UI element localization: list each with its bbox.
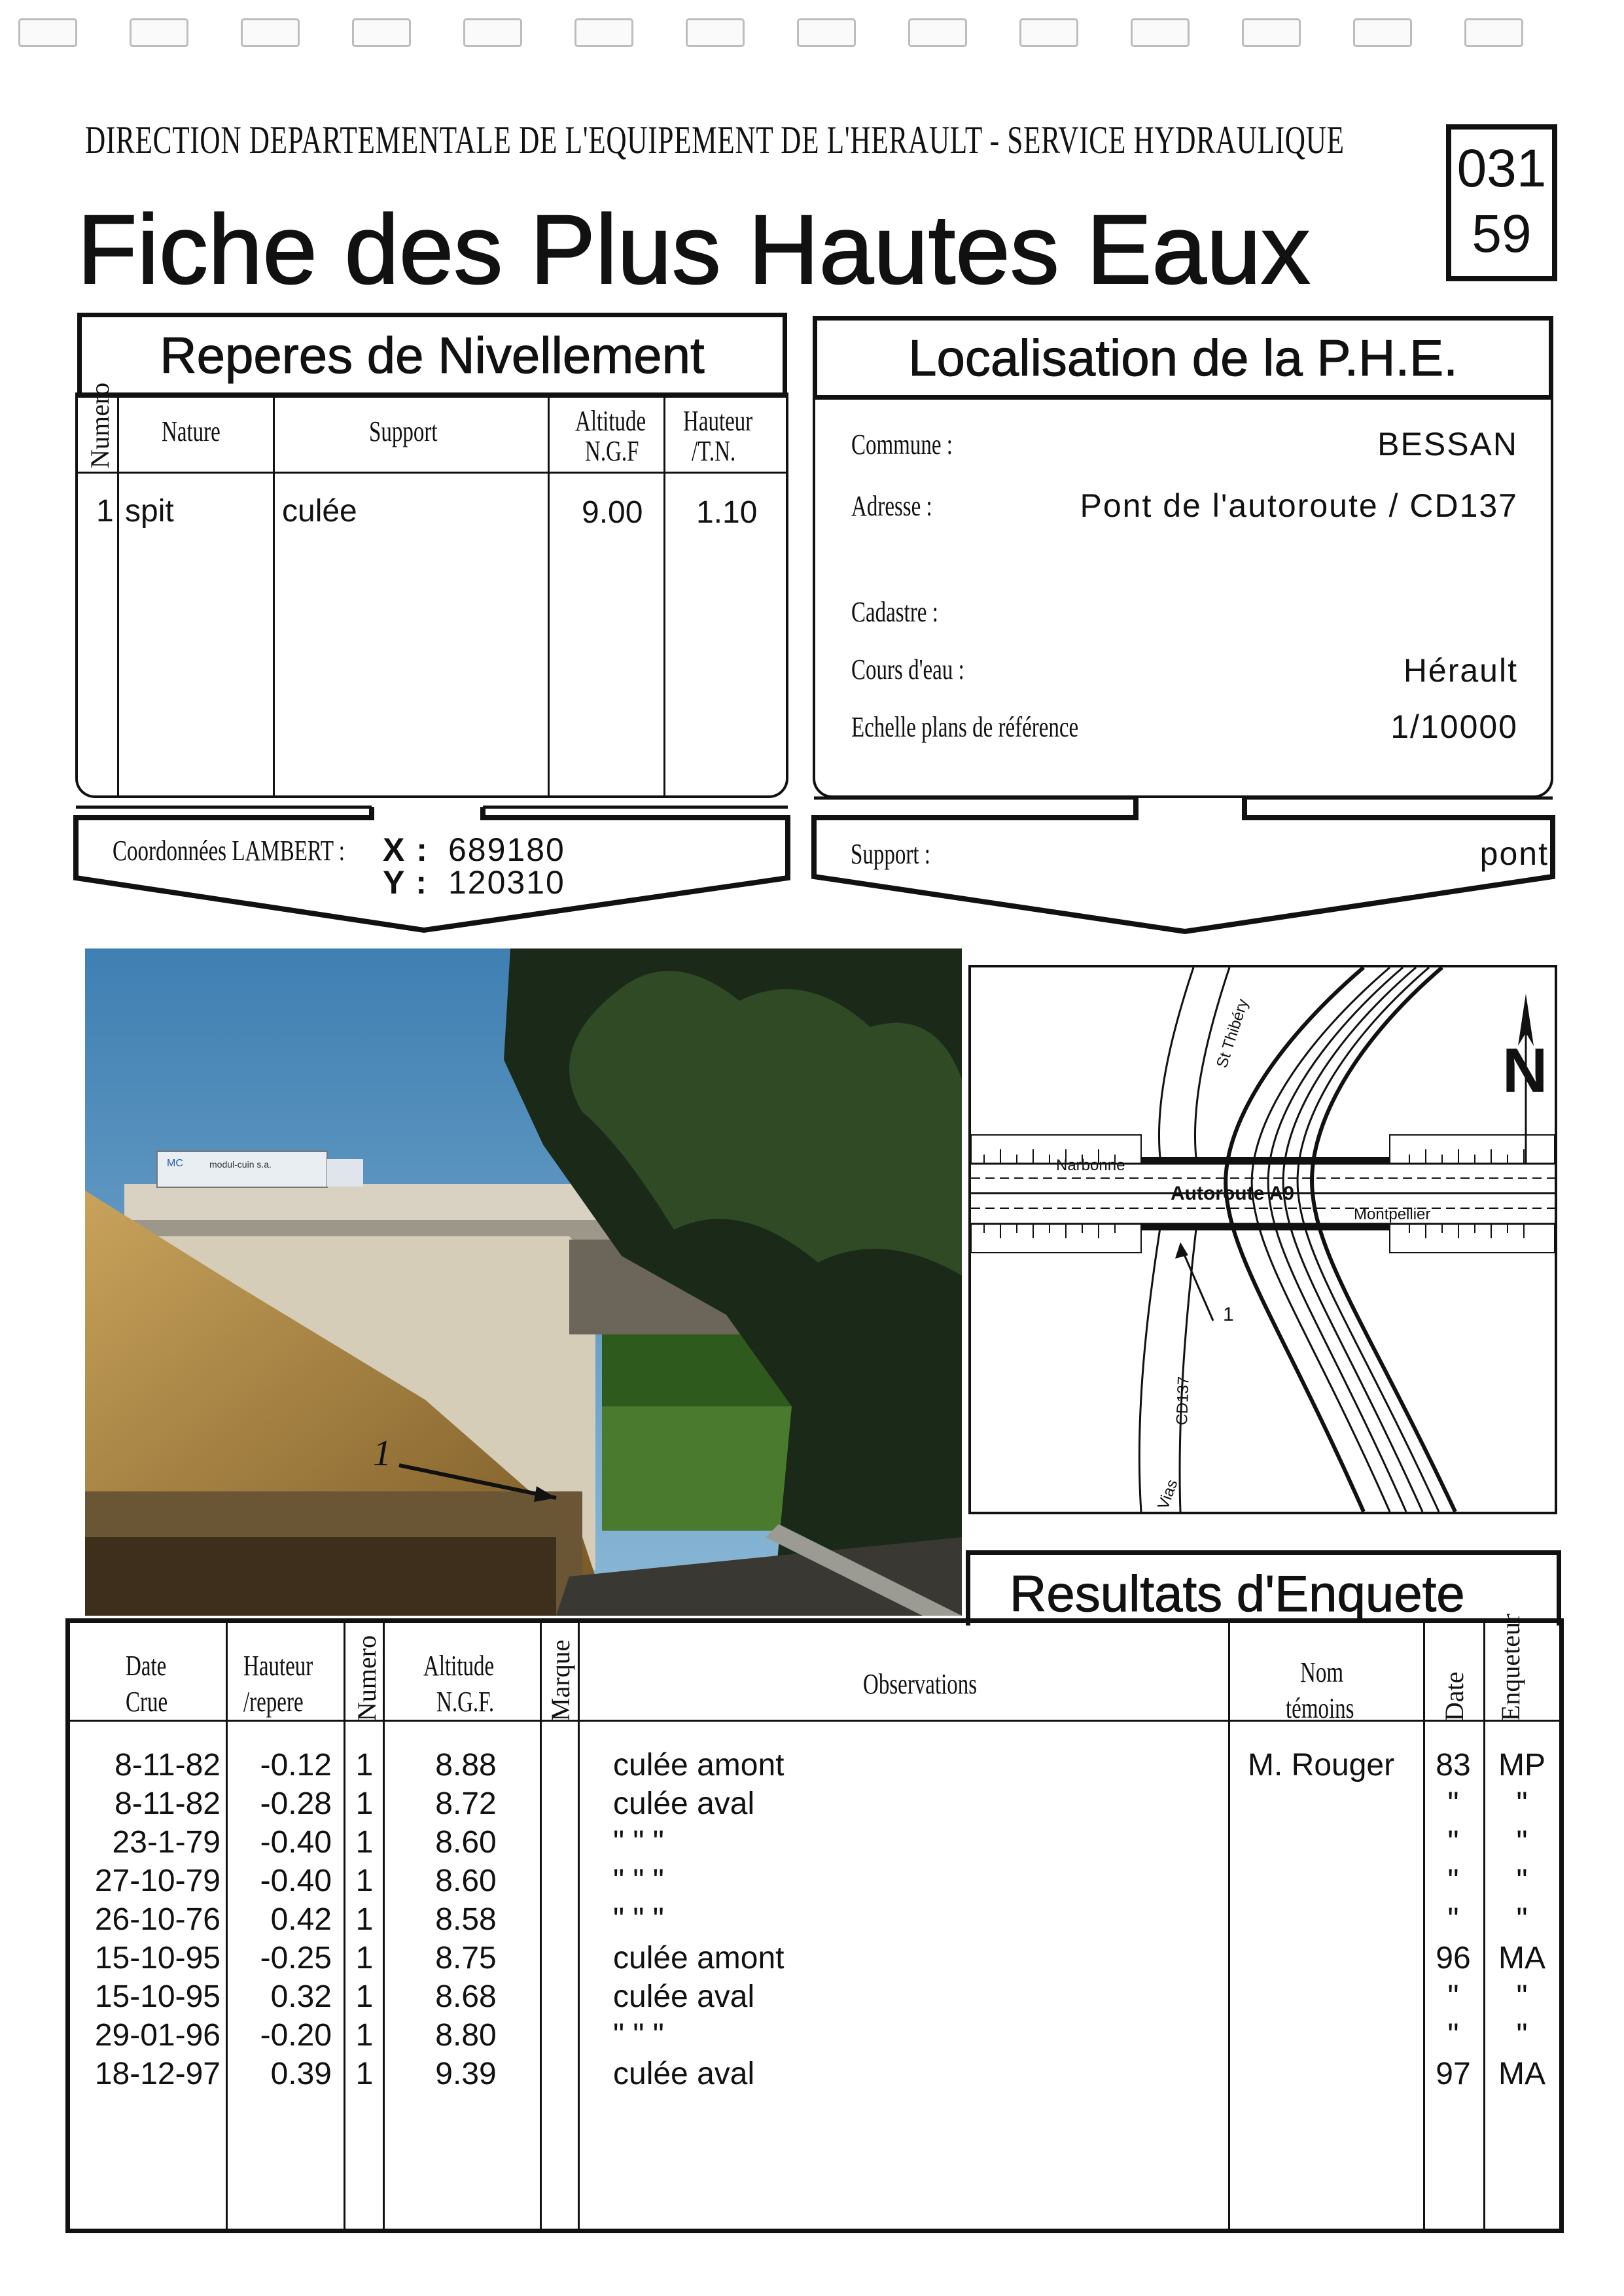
col-header-marque: Marque [546,1639,575,1721]
row-hauteur: -0.20 [260,2018,332,2053]
binder-hole [1242,18,1301,47]
map-marker: 1 [1223,1304,1234,1325]
truck-company-text: modul-cuin s.a. [209,1159,272,1170]
lambert-x-label: X : [383,831,429,868]
row-date-enquete: 83 [1436,1748,1471,1783]
row-altitude: 8.60 [435,1864,497,1898]
lambert-y-value: 120310 [448,864,565,901]
col-header-hauteur-repere: /repere [243,1686,304,1718]
row-enqueteur: MA [1498,1941,1545,1975]
resultats-title-box [966,1550,1561,1626]
binder-hole [908,18,967,47]
row-altitude: 9.39 [435,2057,497,2091]
col-header-date: Date [1439,1671,1469,1721]
row-enqueteur: " [1516,1825,1528,1860]
col-divider [117,395,119,795]
row-altitude: 8.60 [435,1825,497,1860]
lambert-label: Coordonnées LAMBERT : [113,835,345,867]
col-header-support: Support [369,415,438,447]
cours-value: Hérault [1403,652,1518,689]
map-label-vias: Vias [1154,1477,1182,1512]
row-date-crue: 26-10-76 [94,1902,221,1937]
row-numero: 1 [355,1748,374,1783]
col-header-nom: Nom [1300,1656,1343,1688]
row-observation: culée aval [613,2057,755,2091]
binder-hole [797,18,856,47]
col-divider [1423,1623,1425,2229]
binder-hole [1353,18,1412,47]
col-header-numero: Numero [85,382,115,468]
localisation-title: Localisation de la P.H.E. [813,316,1553,400]
col-divider [663,395,665,795]
row-numero: 1 [355,1786,374,1821]
reperes-hauteur: 1.10 [696,495,758,530]
col-header-date-crue: Date [126,1650,167,1682]
reperes-table [75,382,788,798]
lambert-y-label: Y : [383,864,428,901]
row-observation: " " " [613,1825,664,1860]
row-date-enquete: " [1447,1864,1459,1898]
col-header-hauteur-tn: /T.N. [692,435,736,467]
row-date-enquete: 97 [1436,2057,1471,2091]
echelle-label: Echelle plans de référence [851,711,1079,743]
adresse-value: Pont de l'autoroute / CD137 [1080,487,1518,524]
col-divider [1228,1623,1230,2229]
row-date-crue: 15-10-95 [94,1979,221,2014]
row-date-crue: 29-01-96 [94,2018,221,2053]
row-hauteur: -0.40 [260,1864,332,1898]
resultats-table [65,1613,1564,2233]
col-header-date-crue-2: Crue [126,1686,168,1718]
location-map [968,965,1557,1514]
row-numero: 1 [355,1825,374,1860]
row-altitude: 8.58 [435,1902,497,1937]
map-label-autoroute: Autoroute A9 [1171,1183,1294,1204]
row-altitude: 8.75 [435,1941,497,1975]
map-label-cd137: CD137 [1173,1376,1193,1426]
row-observation: " " " [613,2018,664,2053]
row-altitude: 8.72 [435,1786,497,1821]
row-date-enquete: " [1447,1825,1459,1860]
col-header-observations: Observations [863,1668,978,1700]
map-drawing [971,967,1555,1512]
row-hauteur: -0.40 [260,1825,332,1860]
row-hauteur: 0.42 [270,1902,332,1937]
col-divider [226,1623,228,2229]
echelle-value: 1/10000 [1390,708,1518,745]
row-enqueteur: " [1516,1902,1528,1937]
support-value: pont [1479,835,1549,872]
col-header-nature: Nature [162,415,221,447]
row-numero: 1 [355,1941,374,1975]
col-divider [344,1623,345,2229]
row-numero: 1 [355,2057,374,2091]
row-enqueteur: " [1516,1864,1528,1898]
col-header-altitude-ngf: N.G.F [585,435,639,467]
row-altitude: 8.68 [435,1979,497,2014]
col-divider [578,1623,580,2229]
localisation-panel [813,395,1553,798]
reperes-nature: spit [125,494,174,529]
cadastre-label: Cadastre : [851,596,938,628]
row-date-crue: 8-11-82 [115,1748,221,1783]
reference-box [1446,124,1557,281]
bridge-photo [85,948,962,1616]
cours-label: Cours d'eau : [851,653,964,686]
col-header-altitude-ngf: N.G.F. [436,1686,495,1718]
reperes-numero: 1 [96,494,114,529]
truck-logo-text: MC [167,1158,183,1169]
commune-label: Commune : [851,428,953,461]
support-label: Support : [851,838,930,870]
binder-hole [1131,18,1190,47]
lambert-chevron [71,805,794,935]
binder-hole [130,18,188,47]
col-header-temoins: témoins [1286,1692,1354,1724]
organization-header: DIRECTION DEPARTEMENTALE DE L'EQUIPEMENT DE L'HERAULT - SERVICE HYDRAULIQUE [85,118,1345,162]
row-observation: culée aval [613,1979,755,2014]
map-label-montpellier: Montpellier [1354,1206,1431,1223]
binder-hole [241,18,300,47]
binder-hole [18,18,77,47]
row-hauteur: 0.39 [270,2057,332,2091]
reference-bottom: 59 [1472,204,1532,264]
row-numero: 1 [355,1979,374,2014]
row-hauteur: 0.32 [270,1979,332,2014]
row-enqueteur: MA [1498,2057,1545,2091]
row-date-enquete: " [1447,2018,1459,2053]
row-observation: " " " [613,1864,664,1898]
row-enqueteur: " [1516,2018,1528,2053]
row-hauteur: -0.28 [260,1786,332,1821]
row-date-crue: 18-12-97 [94,2057,221,2091]
col-divider [1483,1623,1485,2229]
row-observation: " " " [613,1902,664,1937]
col-header-numero: Numero [352,1635,381,1721]
row-date-crue: 8-11-82 [115,1786,221,1821]
row-date-enquete: " [1447,1786,1459,1821]
binder-hole [686,18,745,47]
row-date-crue: 23-1-79 [112,1825,221,1860]
map-label-narbonne: Narbonne [1056,1157,1125,1174]
map-label-st-thibery: St Thibéry [1213,996,1252,1070]
col-divider [273,395,275,795]
row-altitude: 8.80 [435,2018,497,2053]
adresse-label: Adresse : [851,490,932,522]
row-hauteur: -0.25 [260,1941,332,1975]
row-enqueteur: " [1516,1979,1528,2014]
row-numero: 1 [355,1902,374,1937]
row-nom-temoin: M. Rouger [1248,1748,1395,1783]
row-enqueteur: MP [1498,1748,1545,1783]
row-numero: 1 [355,2018,374,2053]
commune-value: BESSAN [1377,426,1518,462]
photo-marker: 1 [373,1433,391,1474]
row-date-crue: 15-10-95 [94,1941,221,1975]
col-header-altitude: Altitude [575,405,646,437]
lambert-x-value: 689180 [448,831,565,868]
col-divider [548,395,550,795]
resultats-title: Resultats d'Enquete [1010,1565,1465,1622]
col-header-altitude: Altitude [423,1650,495,1682]
row-date-enquete: " [1447,1979,1459,2014]
row-observation: culée amont [613,1941,785,1975]
row-date-crue: 27-10-79 [94,1864,221,1898]
binder-hole [574,18,633,47]
row-date-enquete: 96 [1436,1941,1471,1975]
row-observation: culée aval [613,1786,755,1821]
col-header-enqueteur: Enqueteur [1496,1613,1525,1721]
reperes-altitude: 9.00 [582,495,643,530]
row-numero: 1 [355,1864,374,1898]
row-altitude: 8.88 [435,1748,497,1783]
row-enqueteur: " [1516,1786,1528,1821]
col-divider [540,1623,542,2229]
binder-hole [463,18,522,47]
col-divider [383,1623,385,2229]
reference-top: 031 [1456,139,1547,198]
north-label: N [1502,1035,1548,1105]
reperes-header-divider [78,472,786,474]
col-header-hauteur: Hauteur [243,1650,313,1682]
binder-hole [1019,18,1078,47]
col-header-hauteur: Hauteur [683,405,753,437]
row-date-enquete: " [1447,1902,1459,1937]
reperes-title: Reperes de Nivellement [77,313,787,398]
row-observation: culée amont [613,1748,785,1783]
row-hauteur: -0.12 [260,1748,332,1783]
binder-hole [352,18,411,47]
binder-hole [1464,18,1523,47]
page-title: Fiche des Plus Hautes Eaux [77,194,1311,304]
reperes-support: culée [282,494,357,529]
